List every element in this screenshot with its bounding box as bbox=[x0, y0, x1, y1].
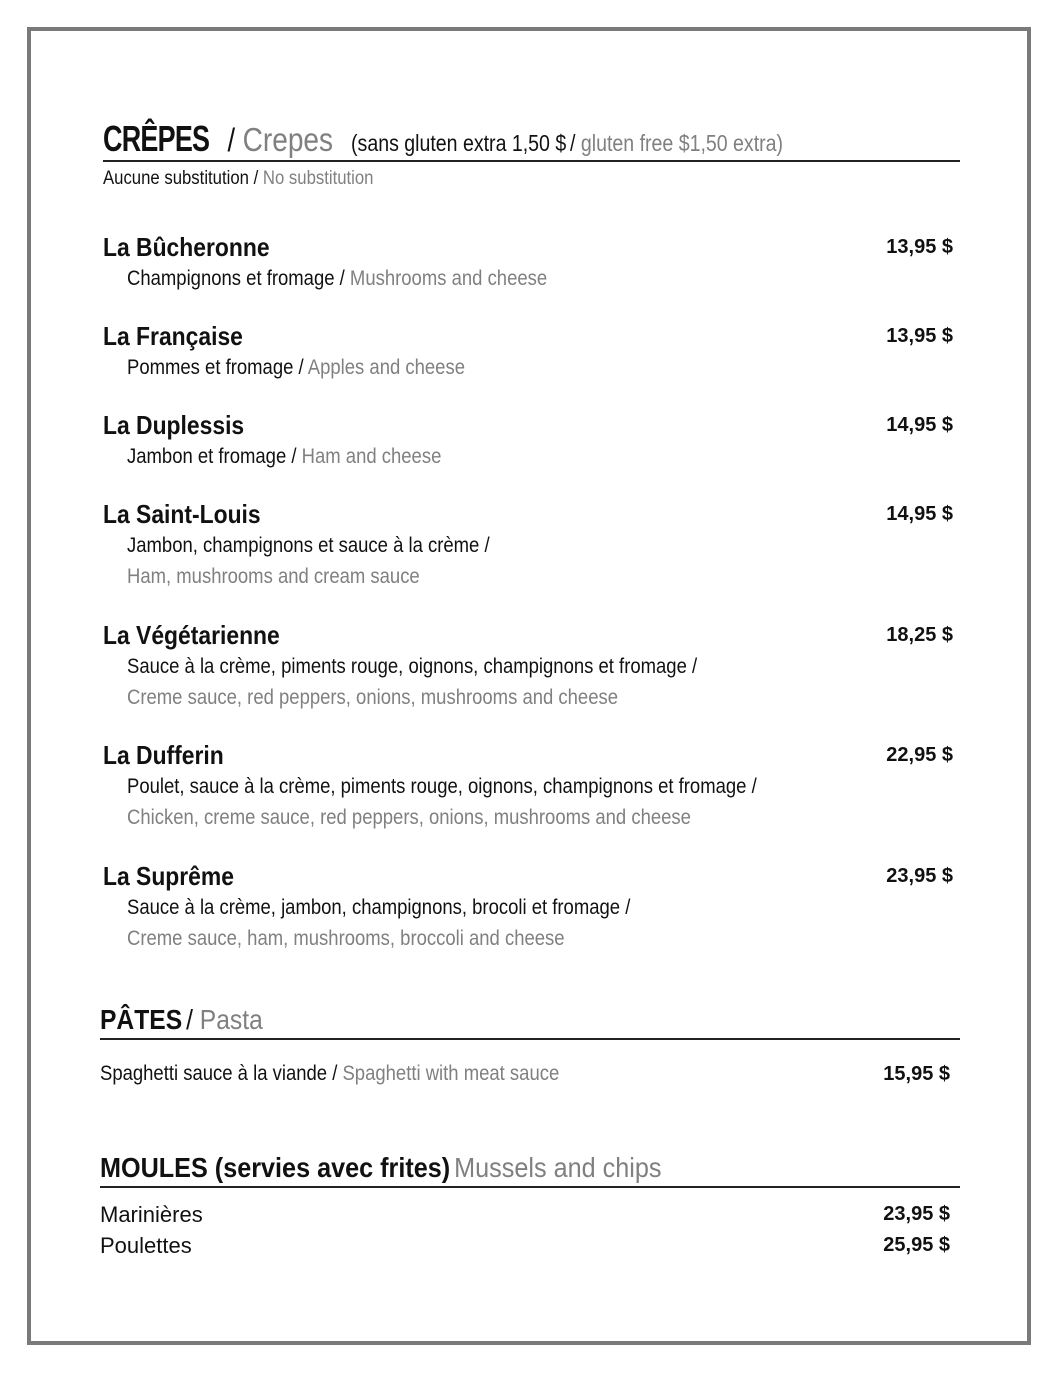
crepes-note-en: gluten free $1,50 extra) bbox=[580, 130, 784, 156]
crepe-item-name-text: La Végétarienne bbox=[103, 620, 280, 650]
crepe-item-desc-en bbox=[127, 927, 624, 951]
crepe-item-desc-fr-text: Sauce à la crème, piments rouge, oignons, champignons et fromage / bbox=[127, 655, 698, 678]
crepe-item-desc-text bbox=[127, 356, 465, 380]
crepe-item-price: 14,95 $ bbox=[886, 503, 953, 525]
crepe-item-desc-fr-text: Jambon, champignons et sauce à la crème / bbox=[127, 534, 490, 557]
crepe-item-name-text: La Suprême bbox=[103, 861, 234, 891]
crepes-note-fr: (sans gluten extra 1,50 $ bbox=[351, 130, 567, 156]
crepe-item-desc-fr-text: Sauce à la crème, jambon, champignons, brocoli et fromage / bbox=[127, 896, 631, 919]
crepe-item-desc-en: Apples and cheese bbox=[307, 356, 465, 379]
crepe-item-price: 14,95 $ bbox=[886, 414, 953, 436]
crepe-item-price: 23,95 $ bbox=[886, 865, 953, 887]
crepe-item-price: 13,95 $ bbox=[886, 236, 953, 258]
desc-separator: / bbox=[286, 445, 302, 468]
crepe-item-desc bbox=[127, 445, 484, 469]
crepe-item-desc-fr: Champignons et fromage bbox=[127, 267, 335, 290]
moules-title-fr: MOULES (servies avec frites) bbox=[100, 1152, 451, 1183]
crepe-item-name-text: La Dufferin bbox=[103, 740, 224, 770]
pates-title-fr: PÂTES bbox=[100, 1004, 183, 1035]
crepe-item-desc-en bbox=[127, 686, 685, 710]
crepes-heading: CRÊPES / Crepes (sans gluten extra 1,50 $ / gluten free $1,50 extra) bbox=[103, 118, 960, 162]
crepe-item-desc-en: Mushrooms and cheese bbox=[349, 267, 548, 290]
crepe-item-desc-en-text: Creme sauce, red peppers, onions, mushrooms and cheese bbox=[127, 686, 619, 709]
moules-heading bbox=[100, 1152, 960, 1188]
crepe-item-desc bbox=[127, 267, 604, 291]
crepe-item-desc-fr bbox=[127, 896, 699, 920]
crepe-item-name-text: La Saint-Louis bbox=[103, 499, 261, 529]
crepe-item-name bbox=[103, 740, 240, 771]
moules-item-poulettes-price: 25,95 $ bbox=[883, 1234, 950, 1256]
crepe-item-desc-en bbox=[127, 565, 460, 589]
crepe-item-name bbox=[103, 499, 282, 530]
crepe-item-name bbox=[103, 321, 262, 352]
crepe-item-desc-en-text: Chicken, creme sauce, red peppers, onions, mushrooms and cheese bbox=[127, 806, 691, 829]
pates-item: Spaghetti sauce à la viande / Spaghetti with meat sauce bbox=[100, 1062, 560, 1085]
crepe-item-desc-fr: Jambon et fromage bbox=[127, 445, 287, 468]
desc-separator: / bbox=[293, 356, 308, 379]
crepe-item-price: 13,95 $ bbox=[886, 325, 953, 347]
crepe-item-name bbox=[103, 861, 252, 892]
crepe-item-desc-fr bbox=[127, 655, 775, 679]
pates-item-fr: Spaghetti sauce à la viande bbox=[100, 1062, 328, 1085]
crepe-item-desc-fr: Pommes et fromage bbox=[127, 356, 294, 379]
desc-separator: / bbox=[334, 267, 350, 290]
crepe-item-desc-en-text: Creme sauce, ham, mushrooms, broccoli and cheese bbox=[127, 927, 565, 950]
crepe-item-desc-fr bbox=[127, 534, 539, 558]
crepe-item-name-text: La Bûcheronne bbox=[103, 232, 270, 262]
crepe-item-desc-en-text: Ham, mushrooms and cream sauce bbox=[127, 565, 420, 588]
crepes-title-fr: CRÊPES bbox=[103, 118, 210, 159]
moules-title-en: Mussels and chips bbox=[454, 1152, 662, 1183]
pates-heading: PÂTES / Pasta bbox=[100, 1004, 960, 1040]
crepe-item-name-text: La Française bbox=[103, 321, 243, 351]
crepe-item-price: 22,95 $ bbox=[886, 744, 953, 766]
crepe-item-price: 18,25 $ bbox=[886, 624, 953, 646]
crepe-item-name bbox=[103, 620, 304, 651]
crepe-item-desc-fr bbox=[127, 775, 843, 799]
moules-item-marinieres: Marinières bbox=[100, 1202, 203, 1227]
moules-item-marinieres-price: 23,95 $ bbox=[883, 1203, 950, 1225]
substitution-fr: Aucune substitution bbox=[103, 168, 249, 189]
crepe-item-name bbox=[103, 232, 292, 263]
moules-item-poulettes: Poulettes bbox=[100, 1233, 192, 1258]
substitution-en: No substitution bbox=[262, 168, 374, 189]
crepe-item-desc-fr-text: Poulet, sauce à la crème, piments rouge, oignons, champignons et fromage / bbox=[127, 775, 757, 798]
crepe-item-name bbox=[103, 410, 263, 441]
crepe-item-desc-en bbox=[127, 806, 768, 830]
crepe-item-desc-en: Ham and cheese bbox=[301, 445, 442, 468]
pates-item-price: 15,95 $ bbox=[883, 1063, 950, 1085]
crepe-item-desc-text bbox=[127, 267, 547, 291]
crepe-item-name-text: La Duplessis bbox=[103, 410, 245, 440]
crepes-substitution: Aucune substitution / No substitution bbox=[103, 168, 374, 189]
crepe-item-desc-text bbox=[127, 445, 441, 469]
crepe-item-desc bbox=[127, 356, 511, 380]
crepes-title-en: Crepes bbox=[242, 121, 334, 158]
pates-item-en: Spaghetti with meat sauce bbox=[342, 1062, 560, 1085]
pates-title-en: Pasta bbox=[199, 1004, 263, 1035]
